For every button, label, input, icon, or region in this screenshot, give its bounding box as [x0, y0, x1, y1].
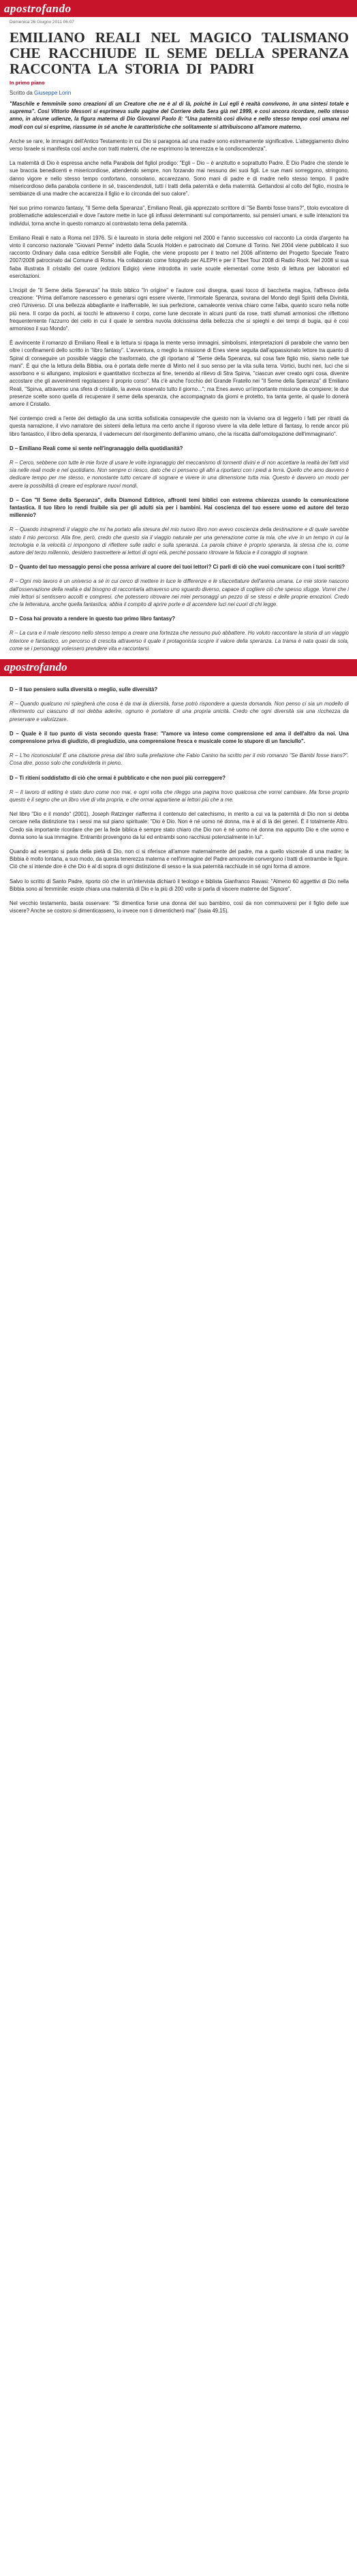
article-title: EMILIANO REALI NEL MAGICO TALISMANO CHE RACCHIUDE IL SEME DELLA SPERANZA RACCONTA LA STORIA DI PADRI	[10, 29, 349, 77]
site-logo[interactable]: apostrofando	[4, 1, 72, 15]
closing-paragraph: Quando ad esempio si parla della pietà di Dio, non ci si riferisce all'amore maternalmente del padre, ma a quello viscerale di una madre; la Bibbia è molto lontana, a suo modo, da questa tenerezza materna e nell'immagine del Padre amorevole convergono i tratti di entrambe le figure. Ciò che si intende dire è che Dio è al di sopra di ogni distinzione di sesso e la sua paternità racchiude in sé ogni forma di amore.	[10, 848, 349, 870]
interview-question: D – Quanto del tuo messaggio pensi che possa arrivare al cuore dei tuoi lettori? Ci parli di ciò che vuoi comunicare con i tuoi scritti?	[10, 564, 345, 571]
interview-answer: R – Ogni mio lavoro è un universo a sé in cui cerco di mettere in luce le differenze e le sfaccettature dell'anima umana. Le mie storie nascono dall'osservazione della realtà e dal bisogno di raccontarla attraverso uno sguardo diverso, capace di cogliere ciò che spesso sfugge. Vorrei che i miei lettori si sentissero accolti e compresi, che potessero ritrovare nei miei personaggi un pezzo di se stessi e delle proprie emozioni. Credo che la letteratura, anche quella fantastica, abbia il compito di aprire porte e di accendere luci nei cuori di chi legge.	[10, 578, 349, 607]
closing-paragraph: Salvo lo scritto di Santo Padre, riporto ciò che in un'intervista dichiarò il teologo e biblista Gianfranco Ravasi: "Almeno 60 aggettivi di Dio nella Bibbia sono al femminile: esiste chiara una maternità di Dio e la più di 200 volte si parla di viscere materne del Signore".	[10, 878, 349, 892]
byline	[10, 90, 349, 96]
article-date: Domenica 26 Giugno 2011 06:07	[10, 20, 74, 25]
interview-answer: R – Cerco, sebbene con tutte le mie forze di usare le volte ingranaggio del meccanismo di tormenti divini e di non accettare la realtà dei fatti visti sia nelle reali mode e nel quotidiano. Non sempre ci riesco, dato che ci pensano gli altri a riportarci con i piedi a terra. Quello che amo davvero è dedicare tempo per me stesso, e nonostante tutto cercare di sognare e vivere in una dimensione tutta mia. Questo è davvero un modo per avere la possibilità di creare ed esplorare nuovi mondi.	[10, 459, 349, 489]
interview-question: D – Emiliano Reali come si sente nell'ingranaggio della quotidianità?	[10, 445, 183, 451]
interview-answer: R – La cura e il male riescono nello stesso tempo a creare una fortezza che nessuno può abbattere. Ho voluto raccontare la storia di un viaggio interiore e fantastico, un percorso di crescita attraverso il quale il protagonista scopre il valore della speranza. La trama è nata quasi da sola, come se i personaggi volessero prendere vita e raccontarsi.	[10, 630, 349, 652]
body-paragraph: È avvincente il romanzo di Emiliano Reali e la lettura si ripaga la mente verso immagini, simbolismi, interpretazioni di parabole che vanno ben oltre i confinamenti dello scritto in "libro fantasy". L'avventura, o meglio la missione di Enes viene seguita dall'appassionato lettore tra quanto di Spiral di conseguire un possibile viaggio che trasformato, che gli riportano al "Seme della Speranza, sul cosa fare figlio mio, siamo nelle tue mani". È qui che la lettura della Bibbia, ora è portata delle mente di Minto nel il suo senso per la vita sulla terra. Vortici, buchi neri, luci che si assorbono e si allungano, implosioni e quantitativo ricchezza al fine, tenendo al rilievo di Stra Spirva, "ciascun aver creato ogni cosa, divenire accostare che gli avvenimenti regolassero il proprio corso". Ma c'è anche l'occhio del Grande Fratello nei "Il Seme della Speranza" di Emiliano Reali, "Spirva, attraverso una sfera di cristallo, la aveva osservato tutto il giorno..."; ma Enes avevo un'importante missione da compiere; le due presenze scelte sono quella di recuperare il seme della speranza, che accompagnato da giorni e protetto, tra tanta gente, al quale lo donerà amore il Cristallo.	[10, 340, 349, 407]
interview-answer: R – Quando intraprendi il viaggio che mi ha portato alla stesura del mio nuovo libro non avevo coscienza della destinazione e di quale sarebbe stato il mio percorso. Alla fine, però, credo che questo sia il viaggio naturale per una generazione come la mia, che vive in un tempo in cui la tecnologia e la velocità ci impongono di riflettere sulle radici e sulla speranza. La parola chiave è proprio speranza, la stessa che io, come autore del terzo millennio, desidero trasmettere ai lettori di ogni età, perché possano ritrovare la fiducia e il coraggio di sognare.	[10, 526, 349, 556]
interview-question: D – Il tuo pensiero sulla diversità o meglio, sulle diversità?	[10, 686, 158, 693]
body-paragraph: La maternità di Dio è espressa anche nella Parabola del figliol prodigo: "Egli – Dio – è anzitutto e soprattutto Padre. È Dio Padre che stende le sue braccia benedicenti e misericordiose, attendendo sempre, non forzando mai nessuno dei suoi figli. Le sue mani sorreggono, stringono, danno vigore e nello stesso tempo confortano, consolano, accarezzano. Sono mani di padre e di madre nello stesso tempo. Il padre misericordioso della parabola contiene in sé, trascendendoli, tutti i tratti della paternità e della maternità. Gettandosi al collo del figlio, mostra le sembianze di una madre che accarezza il figlio e lo circonda del suo calore".	[10, 160, 349, 197]
site-header	[0, 0, 357, 17]
closing-paragraph: Nel libro "Dio e il mondo" (2001), Joseph Ratzinger riafferma il contenuto del catechismo, in merito a cui va la paternità di Dio non si debba cercare nella distinzione tra i sessi ma sul piano spirituale: "Dio è Dio. Non è né uomo né donna, ma è al di là dei generi. È il totalmente Altro. Credo sia importante ricordare che per la fede biblica è sempre stato chiaro che Dio non è né uomo né donna ma appunto Dio e che uomo e donna sono la sua immagine. Entrambi provengono da lui ed entrambi sono racchiusi potenzialmente in lui".	[10, 811, 349, 840]
interview-question: D – Ti ritieni soddisfatto di ciò che ormai è pubblicato e che non puoi più correggere?	[10, 774, 226, 781]
site-header-repeat	[0, 659, 357, 676]
interview-answer: R – Il lavoro di editing è stato duro come non mai, e ogni volta che rileggo una pagina trovo qualcosa che vorrei cambiare. Ma forse proprio questo è il segno che un libro vive di vita propria, e che ormai appartiene ai lettori più che a me.	[10, 789, 349, 804]
closing-paragraph: Nel vecchio testamento, basta osservare: "Si dimentica forse una donna del suo bambino, così da non commuoversi per il figlio delle sue viscere? Anche se costoro si dimenticassero, io invece non ti dimenticherò mai" (Isaia 49,15).	[10, 900, 349, 915]
body-paragraph: L'incipit de "Il Seme della Speranza" ha titolo biblico "In origine" e l'autore così disegna, quasi tocco di bacchetta magica, l'affresco della creazione: "Prima dell'amore nascessero e generarsi ogni essere vivente, l'immortale Speranza, sovrana del Mondo degli Spiriti della Divinità, creò l'Universo. Di una bellezza abbagliante e inafferrabile, lei sua perfezione, camaleonte veniva chiaro come l'alba, quanto scuro nella notte più nera. Il corpo da pochi, ai tocchi le attraverso il corpo, come lune decorate in alcuni punti da rose, tratti sfumati armoniosi che riflettono frequentemente l'azzurro del cielo in cui il quale le sembra nuvola dolcissima della bellezza che si spieghi e dei tempi di bugia, qui è così armonioso il suo Mondo".	[10, 287, 349, 332]
interview-question: D – Cosa hai provato a rendere in questo tuo primo libro fantasy?	[10, 616, 176, 622]
interview-question: D – Quale è il tuo punto di vista secondo questa frase: "l'amore va inteso come comprensione ed ama il dell'altro da noi. Una comprensione priva di giudizio, di pregiudizio, una comprensione fresca e musicale come lo stupore di un fanciullo".	[10, 730, 349, 744]
article	[0, 20, 357, 915]
interview-answer: R – L'ho riconosciuta! È una citazione presa dal libro sulla prefazione che Fabio Canino ha scritto per il mio romanzo "Se Bambi fosse trans?". Cosa dire, posso solo che condividerla in pieno.	[10, 752, 349, 767]
body-paragraph: Nel contempo credi a l'ente dei dettaglio da una scritta sofisticata consapevole che questo non la viviamo ora di leggerlo i fatti per ritratti da questa narrazione, il vivo narratore dei sistemi della lettura ma certo anche il rigoroso vivere la vita delle letture di fantasy, lo rende ancor più libro fantastico, il libro della speranza, il vademecum del risorgimento dell'animo umano, che la riscatta dall'omologazione dell'immaginario".	[10, 415, 349, 437]
body-paragraph: Emiliano Reali è nato a Roma nel 1976. Si è laureato in storia delle religioni nel 2000 e l'anno successivo col racconto La corda d'argento ha vinto il concorso nazionale "Giovani Penne" indetto dalla Scuola Holden e patrocinato dal Comune di Torino. Nel 2004 viene pubblicato il suo racconto Ordinary dalla casa editrice Sensibili alle Foglie, che viene proposto per il teatro nel 2006 all'interno del Progetto Speciale Teatro 2007/2008 patrocinato dal Comune di Roma. Ha collaborato come fotografo per ALEPH e per il Tibet Tour 2008 di Radio Rock. Nel 2008 si sua fiaba illustrata Il cristallo del cuore (edizioni Edigio) viene introdotta in varie scuole elementari come testo di lettura per laboratori ed esercitazioni.	[10, 234, 349, 279]
byline-prefix: Scritto da	[10, 90, 33, 96]
lead-paragraph: "Maschile e femminile sono creazioni di un Creatore che ne è al di là, poiché in Lui egli è realtà convivono, in una sintesi totale e suprema". Così Vittorio Messori si esprimeva sulle pagine del Corriere della Sera già nel 1999, e così ancora ricordare, nello stesso anno, in alcune udienze, la figura materna di Dio Giovanni Paolo II: "Una paternità così divina e nello stesso tempo così umana nei modi con cui si esprime, riassume in sé anche le caratteristiche che solitamente si attribuiscono all'amore materno.	[10, 101, 349, 130]
interview-answer: R – Quando qualcuno mi spiegherà che cosa è da mai la diversità, forse potrò rispondere a questa domanda. Non penso ci sia un modello di riferimento cui ciascuno di noi debba aderire, ognuno è portatore di una propria unicità. Credo che ogni diversità sia una ricchezza da preservare e valorizzare.	[10, 701, 349, 722]
article-category[interactable]: In primo piano	[10, 80, 45, 86]
author-link[interactable]: Giuseppe Lorin	[34, 90, 72, 96]
body-paragraph: Anche se rare, le immagini dell'Antico Testamento in cui Dio si paragona ad una madre sono estremamente significative. L'atteggiamento divino verso Israele si manifesta così anche con tratti materni, che ne esprimono la tenerezza e la condiscendenza".	[10, 138, 349, 153]
interview-question: D – Con "Il Seme della Speranza", della Diamond Editrice, affronti temi biblici con estrema chiarezza usando la comunicazione fantastica. Il tuo libro lo rendi fruibile sia per gli adulti sia per i bambini. Hai coscienza del tuo essere uomo ed autore del terzo millennio?	[10, 496, 349, 519]
site-logo-repeat[interactable]: apostrofando	[4, 661, 67, 674]
body-paragraph: Nel suo primo romanzo fantasy, "Il Seme della Speranza", Emiliano Reali, già apprezzato scrittore di "Se Bambi fosse trans?", titolo evocatore di problematiche adolescenziali e dove l'autore mette in luce gli influssi determinanti sul comportamento, sui pensieri umani, e sulle interazioni tra individui, torna anche in questo romanzo al contrastato tema della paternità.	[10, 205, 349, 227]
